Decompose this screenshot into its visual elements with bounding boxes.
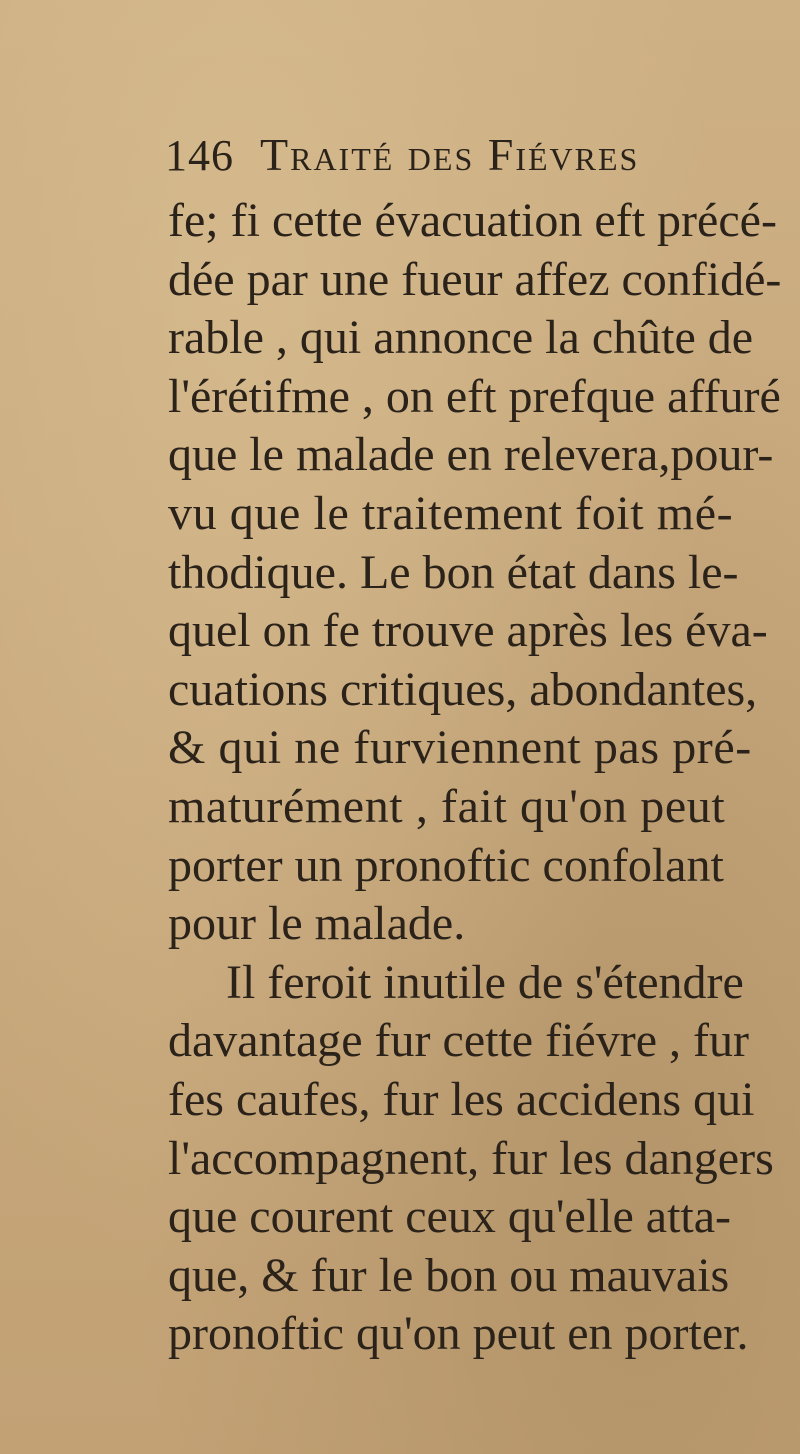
text-line: que courent ceux qu'elle atta- bbox=[168, 1190, 732, 1244]
text-line: que, & fur le bon ou mauvais bbox=[168, 1248, 730, 1302]
text-line: porter un pronoftic confolant bbox=[168, 838, 724, 892]
text-line: fes caufes, fur les accidens qui bbox=[168, 1072, 755, 1126]
text-line: que le malade en relevera,pour- bbox=[168, 428, 774, 482]
running-title: Traité des Fiévres bbox=[260, 129, 640, 180]
text-line: maturément , fait qu'on peut bbox=[168, 779, 726, 833]
text-line: quel on fe trouve après les éva- bbox=[168, 604, 768, 658]
text-line-indented: Il feroit inutile de s'étendre bbox=[226, 955, 744, 1009]
text-line: davantage fur cette fiévre , fur bbox=[168, 1014, 749, 1068]
text-line: l'accompagnent, fur les dangers bbox=[168, 1131, 774, 1185]
text-line: pour le malade. bbox=[168, 897, 466, 951]
text-line: thodique. Le bon état dans le- bbox=[168, 545, 739, 599]
text-line: l'érétifme , on eft prefque affuré bbox=[168, 369, 781, 423]
text-line: dée par une fueur affez confidé- bbox=[168, 252, 782, 306]
text-line: pronoftic qu'on peut en porter. bbox=[168, 1307, 749, 1361]
text-line: cuations critiques, abondantes, bbox=[168, 662, 758, 716]
text-line: & qui ne furviennent pas pré- bbox=[168, 721, 752, 775]
text-line: vu que le traitement foit mé- bbox=[168, 486, 734, 540]
body-text bbox=[168, 192, 788, 1364]
text-line: rable , qui annonce la chûte de bbox=[168, 311, 754, 365]
text-line: fe; fi cette évacuation eft précé- bbox=[168, 194, 777, 247]
page-header bbox=[165, 128, 765, 198]
page-number: 146 bbox=[165, 131, 234, 180]
